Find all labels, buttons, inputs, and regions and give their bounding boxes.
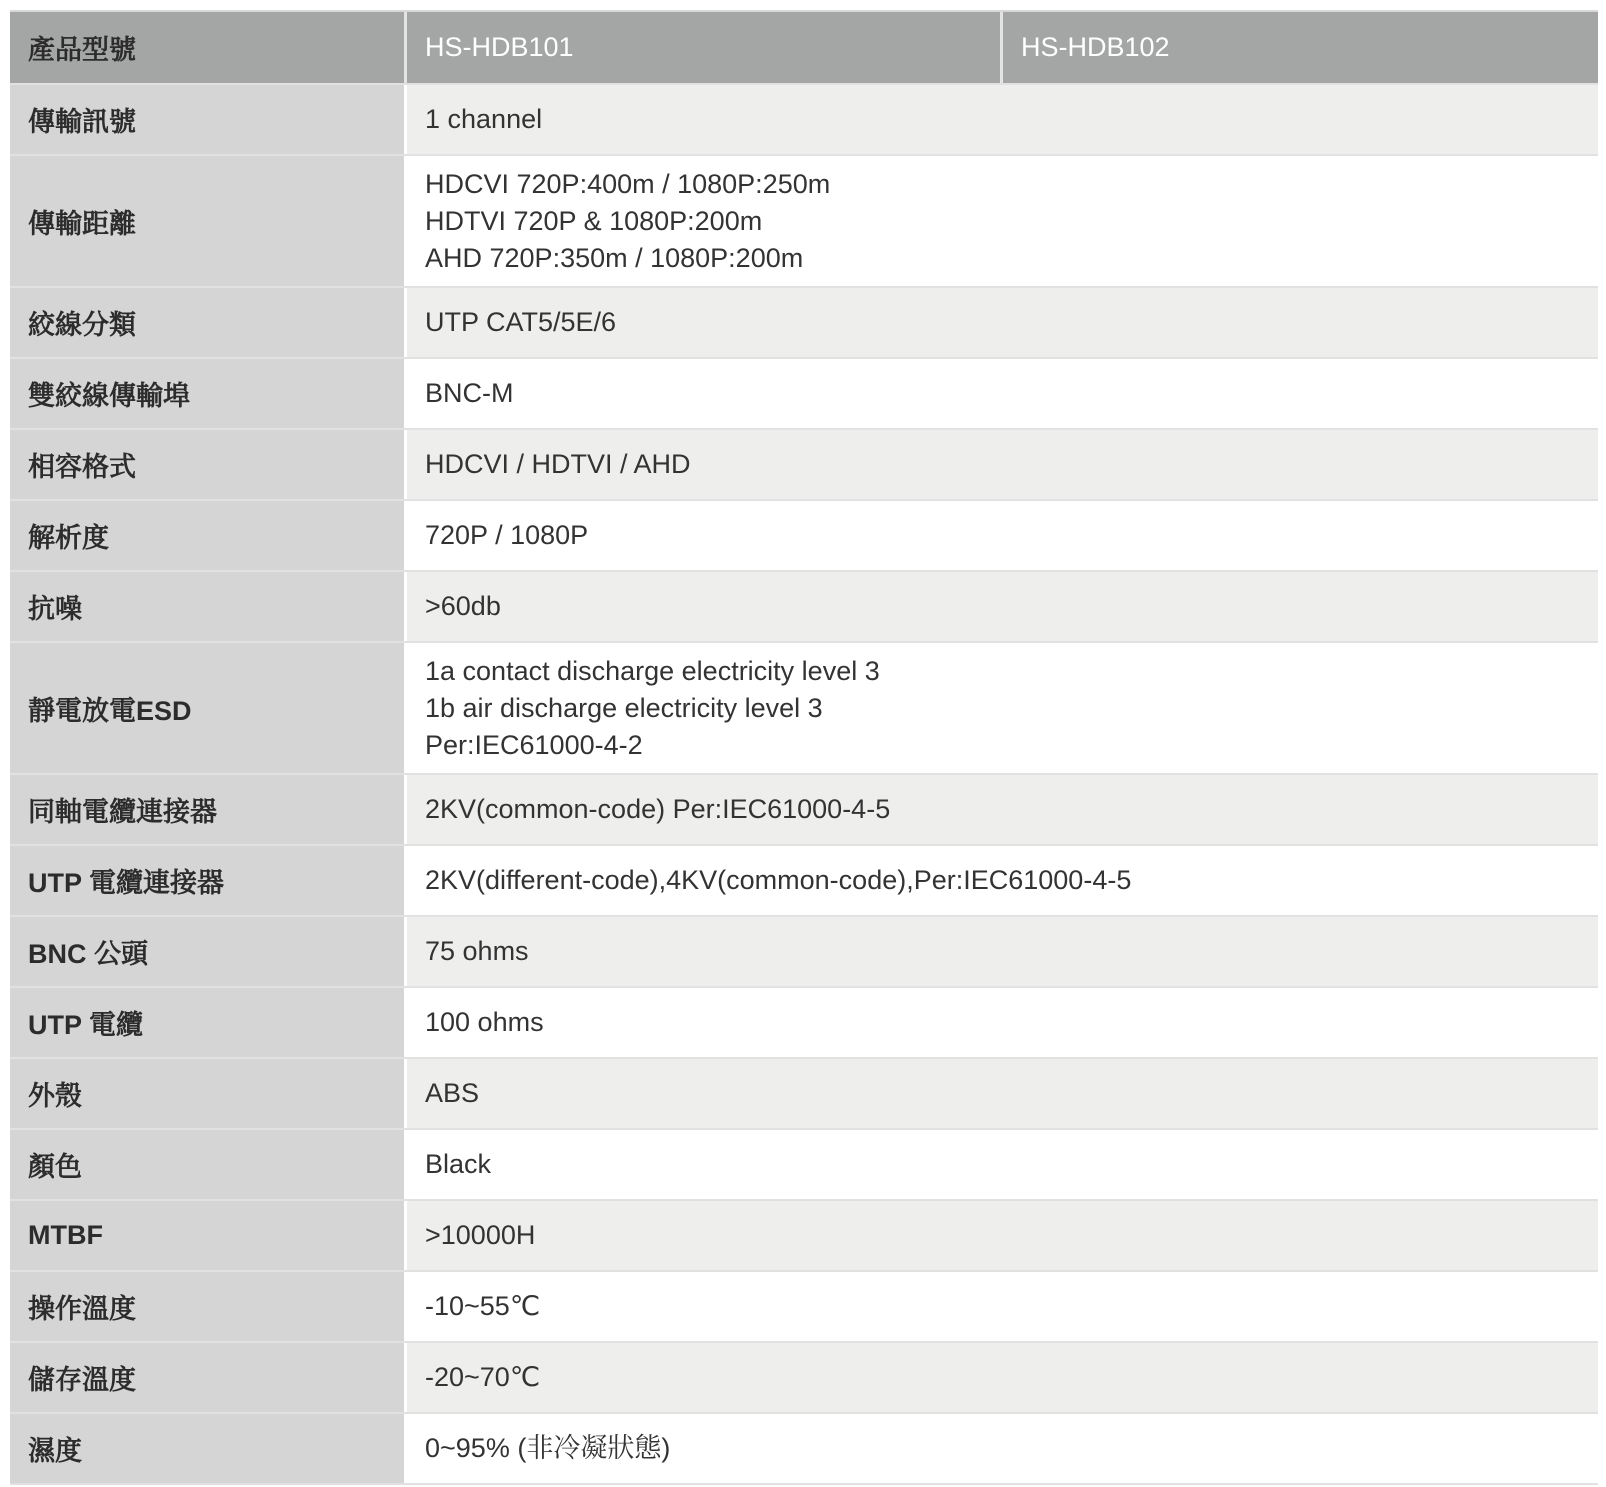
table-row — [10, 1130, 1598, 1201]
value-line: AHD 720P:350m / 1080P:200m — [425, 242, 804, 273]
table-row — [10, 85, 1598, 156]
row-value — [407, 85, 1598, 154]
row-label: 絞線分類 — [10, 288, 407, 357]
table-row — [10, 775, 1598, 846]
row-label: 外殼 — [10, 1059, 407, 1128]
row-label: 相容格式 — [10, 430, 407, 499]
value-line: -20~70℃ — [425, 1362, 541, 1392]
row-label: 傳輸訊號 — [10, 85, 407, 154]
row-value — [407, 1414, 1598, 1483]
value-line: HDCVI 720P:400m / 1080P:250m — [425, 168, 831, 199]
value-line: 100 ohms — [425, 1007, 544, 1037]
row-label: 解析度 — [10, 501, 407, 570]
header-model-2-cell: HS-HDB102 — [1021, 32, 1170, 62]
table-row — [10, 1272, 1598, 1343]
row-value — [407, 572, 1598, 641]
row-label: UTP 電纜連接器 — [10, 846, 407, 915]
row-value — [407, 775, 1598, 844]
value-line: BNC-M — [425, 378, 514, 408]
table-row — [10, 288, 1598, 359]
table-row — [10, 430, 1598, 501]
row-value — [407, 501, 1598, 570]
value-line: 1b air discharge electricity level 3 — [425, 692, 823, 723]
table-row — [10, 846, 1598, 917]
row-label: 靜電放電ESD — [10, 643, 407, 773]
value-line: ABS — [425, 1078, 480, 1108]
value-line: HDTVI 720P & 1080P:200m — [425, 205, 763, 236]
table-row — [10, 988, 1598, 1059]
table-row — [10, 572, 1598, 643]
table-row — [10, 359, 1598, 430]
value-line: >10000H — [425, 1220, 536, 1250]
row-value — [407, 643, 1598, 773]
row-value — [407, 988, 1598, 1057]
row-label: 濕度 — [10, 1414, 407, 1483]
table-row — [10, 1414, 1598, 1485]
value-line: 75 ohms — [425, 936, 529, 966]
value-line: Per:IEC61000-4-2 — [425, 729, 643, 760]
row-label: UTP 電纜 — [10, 988, 407, 1057]
row-label: BNC 公頭 — [10, 917, 407, 986]
table-header-row — [10, 12, 1598, 85]
row-label: MTBF — [10, 1201, 407, 1270]
table-row — [10, 156, 1598, 288]
table-row — [10, 501, 1598, 572]
value-line: 1a contact discharge electricity level 3 — [425, 655, 880, 686]
row-value — [407, 359, 1598, 428]
row-label: 傳輸距離 — [10, 156, 407, 286]
value-line: UTP CAT5/5E/6 — [425, 307, 617, 337]
value-line: >60db — [425, 591, 501, 621]
row-value — [407, 917, 1598, 986]
header-model-1-cell: HS-HDB101 — [407, 12, 1003, 83]
row-label: 同軸電纜連接器 — [10, 775, 407, 844]
row-label: 儲存溫度 — [10, 1343, 407, 1412]
value-line: Black — [425, 1149, 492, 1179]
row-value — [407, 288, 1598, 357]
table-row — [10, 917, 1598, 988]
row-value — [407, 1272, 1598, 1341]
value-line: 1 channel — [425, 104, 543, 134]
row-value — [407, 1130, 1598, 1199]
value-line: 720P / 1080P — [425, 520, 589, 550]
row-label: 顏色 — [10, 1130, 407, 1199]
table-row — [10, 1201, 1598, 1272]
row-value — [407, 1343, 1598, 1412]
table-row — [10, 1059, 1598, 1130]
row-label: 操作溫度 — [10, 1272, 407, 1341]
row-label: 雙絞線傳輸埠 — [10, 359, 407, 428]
value-line: 0~95% (非冷凝狀態) — [425, 1433, 671, 1463]
row-label: 抗噪 — [10, 572, 407, 641]
row-value — [407, 846, 1598, 915]
table-row — [10, 643, 1598, 775]
row-value — [407, 1059, 1598, 1128]
table-body — [10, 85, 1598, 1485]
spec-table — [10, 10, 1598, 1485]
value-line: HDCVI / HDTVI / AHD — [425, 449, 691, 479]
table-row — [10, 1343, 1598, 1414]
value-line: 2KV(different-code),4KV(common-code),Per:IEC61000-4-5 — [425, 865, 1132, 895]
row-value — [407, 156, 1598, 286]
value-line: -10~55℃ — [425, 1291, 541, 1321]
value-line: 2KV(common-code) Per:IEC61000-4-5 — [425, 794, 891, 824]
row-value — [407, 430, 1598, 499]
row-value — [407, 1201, 1598, 1270]
header-label-cell: 產品型號 — [10, 12, 407, 83]
